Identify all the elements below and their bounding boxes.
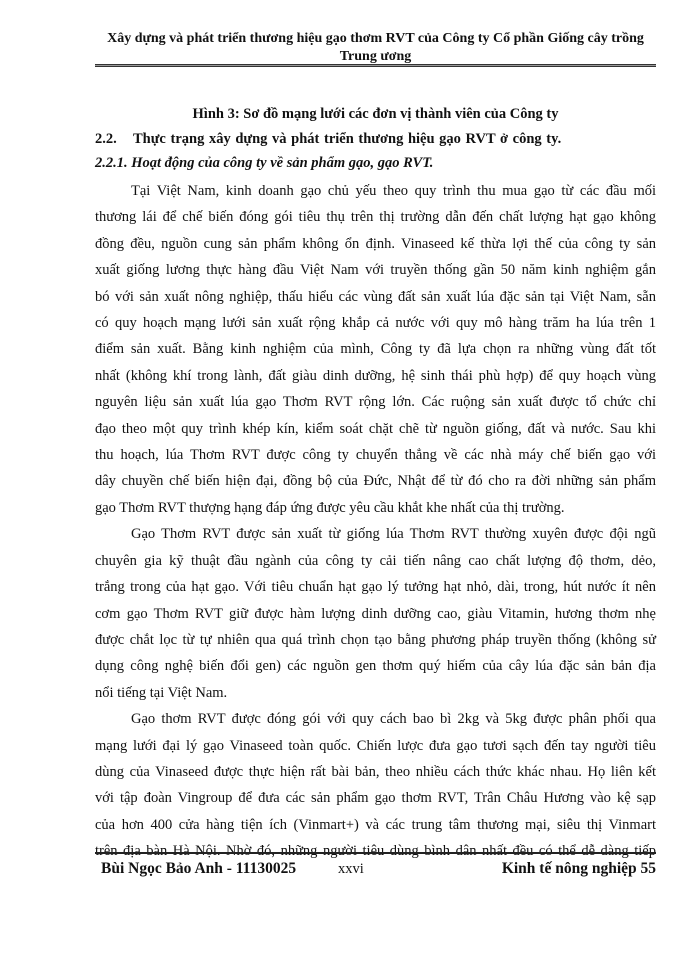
- page-header: [95, 30, 656, 66]
- footer-author: Bùi Ngọc Bảo Anh - 11130025: [101, 860, 297, 877]
- text-line: nguyên liệu sản xuất lúa gạo Thơm RVT rộng lớn. Các ruộng sản xuất được tổ chức chỉ: [95, 394, 656, 411]
- text-line: đồng đều, nguồn cung sản phẩm không ổn định. Vinaseed kế thừa lợi thế của công ty sản: [95, 235, 656, 252]
- text-line: Tại Việt Nam, kinh doanh gạo chủ yếu theo quy trình thu mua gạo từ các đầu mối: [131, 183, 656, 199]
- text-line: thương lái để chế biến đóng gói tiêu thụ trên thị trường dẫn đến chất lượng hạt gạo không: [95, 209, 656, 226]
- text-line: Gạo Thơm RVT được sản xuất từ giống lúa Thơm RVT thường xuyên được đội ngũ: [131, 526, 656, 543]
- text-line: chuyên gia kỹ thuật đầu ngành của công ty cải tiến nâng cao chất lượng độ thơm, dẻo,: [95, 552, 656, 569]
- text-line: đạo theo một quy trình khép kín, kiểm soát chặt chẽ từ nguồn giống, đất và nước. Sau khi: [95, 420, 656, 437]
- text-line: với tập đoàn Vingroup để đưa các sản phẩm gạo thơm RVT, Trân Châu Hương vào kệ sạp: [95, 790, 656, 807]
- text-line: điểm sản xuất. Bằng kinh nghiệm của mình, Công ty đã lựa chọn ra những vùng đất tốt: [95, 341, 656, 358]
- text-line: nổi tiếng tại Việt Nam.: [95, 684, 228, 701]
- body-text: [95, 178, 656, 865]
- text-line: của hơn 400 cửa hàng tiện ích (Vinmart+) và các trung tâm thương mại, siêu thị Vinmart: [95, 816, 656, 833]
- paragraph-2: [95, 521, 656, 706]
- text-line: cơm gạo Thơm RVT giữ được hàm lượng dinh dưỡng cao, giàu Vitamin, hương thơm nhẹ: [95, 605, 656, 622]
- page-number: xxvi: [338, 861, 364, 877]
- text-line: có quy hoạch mạng lưới sản xuất rộng khắp cả nước với quy mô hàng trăm ha lúa trên 1: [95, 315, 656, 332]
- text-line: thu hoạch, lúa Thơm RVT được công ty chuyển thẳng về các nhà máy chế biến gạo với: [95, 447, 656, 464]
- text-line: mạng lưới đại lý gạo Vinaseed toàn quốc. Chiến lược đưa gạo tươi sạch đến tay người tiêu: [95, 737, 656, 754]
- text-line: Gạo thơm RVT được đóng gói với quy cách bao bì 2kg và 5kg được phân phối qua: [131, 711, 656, 728]
- figure-caption: Hình 3: Sơ đồ mạng lưới các đơn vị thành viên của Công ty: [192, 106, 559, 122]
- text-line: gạo Thơm RVT thượng hạng đáp ứng được yêu cầu khắt khe nhất của thị trường.: [95, 499, 565, 516]
- text-line: nhất (không khí trong lành, đất giàu dinh dưỡng, hệ sinh thái phù hợp) để quy hoạch vùng: [95, 367, 656, 384]
- text-line: xuất giống lương thực hàng đầu Việt Nam với truyền thống gần 50 năm kinh nghiệm gắn: [95, 262, 656, 279]
- section-title: Thực trạng xây dựng và phát triển thương hiệu gạo RVT ở công ty.: [133, 131, 562, 147]
- paragraph-3: [95, 706, 656, 864]
- text-line: trắng trong của hạt gạo. Với tiêu chuẩn hạt gạo lý tưởng hạt nhỏ, dài, trong, hút nước ít nên: [95, 579, 656, 596]
- text-line: bó với sản xuất nông nghiệp, thấu hiểu các vùng đất sản xuất lúa đặc sản tại Việt Nam, sẵn: [95, 288, 656, 305]
- text-line: được chắt lọc từ tự nhiên qua quá trình chọn tạo bằng phương pháp truyền thống (không sử: [95, 631, 656, 648]
- header-title-line-2: Trung ương: [339, 49, 412, 64]
- section-number: 2.2.: [95, 131, 117, 147]
- paragraph-1: [95, 178, 656, 521]
- subsection-heading: 2.2.1. Hoạt động của công ty về sản phẩm gạo, gạo RVT.: [95, 155, 434, 171]
- header-divider: [95, 64, 656, 67]
- text-line: dụng công nghệ biến đổi gen) các nguồn gen thơm quý hiếm của cây lúa đặc sản bản địa: [95, 658, 656, 675]
- footer-course: Kinh tế nông nghiệp 55: [501, 860, 656, 877]
- header-title-line-1: Xây dựng và phát triển thương hiệu gạo thơm RVT của Công ty Cổ phần Giống cây trồng: [107, 31, 644, 46]
- footer-divider: [95, 852, 656, 854]
- section-heading: [95, 129, 656, 149]
- text-line: dùng của Vinaseed được thực hiện rất bài bản, theo nhiều cách thức khác nhau. Họ liên kết: [95, 763, 656, 780]
- page-footer: [95, 858, 656, 880]
- text-line: dây chuyền chế biến hiện đại, đồng bộ của Đức, Nhật để từ đó cho ra đời những sản phẩm: [95, 473, 656, 490]
